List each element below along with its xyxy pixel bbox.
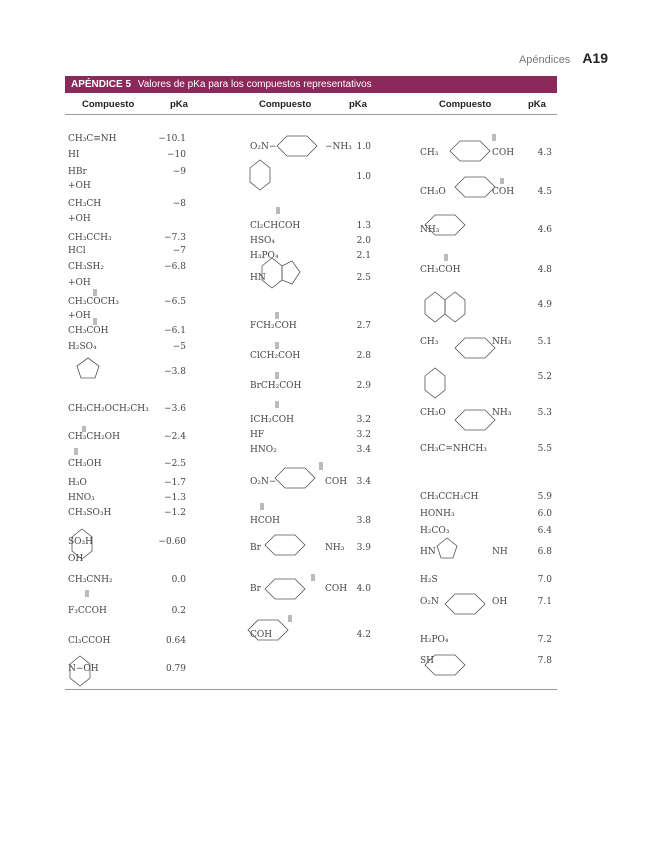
col2-compound-11: HNO₂ — [250, 445, 277, 455]
col3-pka-2: 4.6 — [537, 225, 552, 235]
col3-compound-suffix-1: COH — [492, 187, 515, 197]
col3-pka-header: pKa — [528, 99, 546, 110]
col1-pka-23: 0.0 — [171, 575, 186, 585]
piperidine-ring-icon — [250, 160, 270, 190]
col1-compound-20: CH₃SO₃H — [68, 508, 112, 518]
col3-compound-15: H₂PO₄ — [420, 635, 449, 645]
col2-pka-6: 2.7 — [356, 321, 371, 331]
col2-compound-16: COH — [250, 630, 273, 640]
col1-pka-18: −1.7 — [164, 478, 186, 488]
col2-compound-suffix-14: NH₃ — [325, 543, 345, 553]
col1-pka-16: −2.4 — [164, 432, 186, 442]
col2-compound-13: HCOH — [250, 516, 280, 526]
footer-rule — [65, 689, 557, 690]
col2-compound-7: ClCH₂COH — [250, 351, 301, 361]
col3-compound-suffix-0: COH — [492, 148, 515, 158]
col1-pka-26: 0.79 — [165, 664, 186, 674]
col1-pka-24: 0.2 — [171, 606, 186, 616]
col1-compound-1: HI — [68, 150, 80, 160]
benzene-ring-icon-c3g — [425, 655, 465, 675]
quinoline-ring-icon-b — [445, 292, 465, 322]
col1-pka-1: −10 — [167, 150, 186, 160]
pyridine-ring-icon — [70, 656, 90, 686]
col1-compound-21: SO₃H — [68, 537, 94, 547]
col2-pka-4: 2.1 — [356, 251, 371, 261]
benzene-ring-icon-c3c — [425, 215, 465, 235]
col1-pka-8: −6.8 — [164, 262, 186, 272]
col2-pka-header: pKa — [349, 99, 367, 110]
col3-pka-10: 6.0 — [537, 509, 552, 519]
col2-compound-suffix-15: COH — [325, 584, 348, 594]
benzene-ring-icon-c3a — [450, 141, 490, 161]
col3-pka-6: 5.2 — [537, 372, 552, 382]
col2-compound-suffix-12: COH — [325, 477, 348, 487]
appendix-title: Valores de pKa para los compuestos representativos — [137, 79, 372, 90]
col1-compound-25: Cl₃CCOH — [68, 636, 111, 646]
col3-pka-16: 7.8 — [537, 656, 552, 666]
col2-compound-4: H₃PO₄ — [250, 251, 279, 261]
col2-pka-13: 3.8 — [356, 516, 371, 526]
col1-pka-21: −0.60 — [158, 537, 186, 547]
col1-compound-18: H₃O — [68, 478, 87, 488]
col1-pka-17: −2.5 — [164, 459, 186, 469]
col1-compound-6: CH₃CCH₃ — [68, 233, 112, 243]
col2-pka-15: 4.0 — [356, 584, 371, 594]
col1-pka-12: −6.1 — [164, 326, 186, 336]
col2-compound-suffix-0: −NH₃ — [325, 142, 352, 152]
col3-pka-3: 4.8 — [537, 265, 552, 275]
col2-compound-8: BrCH₂COH — [250, 381, 302, 391]
col1-compound-9: +OH — [68, 278, 91, 288]
col1-pka-6: −7.3 — [164, 233, 186, 243]
col2-pka-11: 3.4 — [356, 445, 371, 455]
col2-pka-14: 3.9 — [356, 543, 371, 553]
col3-compound-suffix-12: NH — [492, 547, 508, 557]
col2-compound-15: Br — [250, 584, 261, 594]
col2-compound-9: ICH₂COH — [250, 415, 295, 425]
col1-compound-26: N−OH — [68, 664, 99, 674]
col1-pka-15: −3.6 — [164, 404, 186, 414]
quinoline-ring-icon-a — [425, 292, 445, 322]
col1-compound-3: +OH — [68, 181, 91, 191]
col1-compound-2: HBr — [68, 167, 87, 177]
col2-pka-7: 2.8 — [356, 351, 371, 361]
col3-pka-8: 5.5 — [537, 444, 552, 454]
benzene-ring-icon-c3f — [445, 594, 485, 614]
col2-pka-8: 2.9 — [356, 381, 371, 391]
col3-compound-9: CH₃CCH₂CH — [420, 492, 479, 502]
page-number: A19 — [582, 50, 608, 66]
col1-compound-16: CH₃CH₂OH — [68, 432, 120, 442]
col1-pka-20: −1.2 — [164, 508, 186, 518]
col1-compound-13: H₂SO₄ — [68, 342, 97, 352]
col1-compound-header: Compuesto — [82, 99, 135, 110]
col1-compound-11: +OH — [68, 311, 91, 321]
col3-pka-7: 5.3 — [537, 408, 552, 418]
col3-compound-13: H₂S — [420, 575, 438, 585]
col3-compound-header: Compuesto — [439, 99, 492, 110]
col2-compound-6: FCH₂COH — [250, 321, 297, 331]
col3-compound-suffix-14: OH — [492, 597, 508, 607]
col1-pka-19: −1.3 — [164, 493, 186, 503]
col1-pka-4: −8 — [172, 199, 186, 209]
imidazolium-ring-icon — [437, 538, 457, 558]
col1-pka-25: 0.64 — [165, 636, 186, 646]
col3-compound-16: SH — [420, 656, 435, 666]
col2-pka-3: 2.0 — [356, 236, 371, 246]
col1-pka-header: pKa — [170, 99, 188, 110]
col1-compound-24: F₃CCOH — [68, 606, 107, 616]
col3-pka-13: 7.0 — [537, 575, 552, 585]
col3-compound-1: CH₃O — [420, 187, 446, 197]
col1-compound-8: CH₃SH₂ — [68, 262, 104, 272]
col3-pka-15: 7.2 — [537, 635, 552, 645]
col2-pka-9: 3.2 — [356, 415, 371, 425]
benzene-ring-icon-c3d — [455, 338, 495, 358]
col3-compound-2: NH₃ — [420, 225, 440, 235]
col2-compound-header: Compuesto — [259, 99, 312, 110]
col1-compound-10: CH₃COCH₃ — [68, 297, 119, 307]
col3-compound-3: CH₃COH — [420, 265, 461, 275]
col3-compound-suffix-5: NH₃ — [492, 337, 512, 347]
col1-pka-2: −9 — [172, 167, 186, 177]
col3-compound-5: CH₃ — [420, 337, 439, 347]
col1-compound-0: CH₃C≡NH — [68, 134, 117, 144]
benzene-ring-icon-c1a — [72, 529, 92, 559]
pyrrolidine-ring-icon — [77, 358, 99, 378]
benzene-ring-icon-c2d — [265, 579, 305, 599]
col3-pka-5: 5.1 — [537, 337, 552, 347]
col3-compound-12: HN — [420, 547, 436, 557]
col2-pka-12: 3.4 — [356, 477, 371, 487]
col1-compound-23: CH₃CNH₂ — [68, 575, 113, 585]
col3-compound-0: CH₃ — [420, 148, 439, 158]
col1-compound-17: CH₃OH — [68, 459, 102, 469]
col2-pka-0: 1.0 — [356, 142, 371, 152]
section-label: Apéndices — [518, 54, 571, 66]
purine-ring-icon — [262, 258, 282, 288]
appendix-label: APÉNDICE 5 — [71, 79, 132, 90]
col1-pka-7: −7 — [172, 246, 186, 256]
col1-pka-0: −10.1 — [158, 134, 186, 144]
col1-compound-5: +OH — [68, 214, 91, 224]
col2-compound-5: HN — [250, 273, 266, 283]
col1-compound-12: CH₃COH — [68, 326, 109, 336]
col3-compound-7: CH₃O — [420, 408, 446, 418]
benzene-ring-icon-c3e — [455, 410, 495, 430]
col3-pka-4: 4.9 — [537, 300, 552, 310]
col3-compound-8: CH₃C=NHCH₃ — [420, 444, 487, 454]
col2-compound-2: Cl₂CHCOH — [250, 221, 301, 231]
col2-compound-12: O₂N− — [250, 477, 277, 487]
col3-pka-1: 4.5 — [537, 187, 552, 197]
col3-compound-suffix-7: NH₃ — [492, 408, 512, 418]
pyridinium-ring-icon — [425, 368, 445, 398]
col1-pka-13: −5 — [172, 342, 186, 352]
col2-pka-2: 1.3 — [356, 221, 371, 231]
col3-pka-0: 4.3 — [537, 148, 552, 158]
col2-pka-1: 1.0 — [356, 172, 371, 182]
col3-pka-12: 6.8 — [537, 547, 552, 557]
benzene-ring-icon-c2e — [248, 620, 288, 640]
col2-compound-14: Br — [250, 543, 261, 553]
col2-compound-3: HSO₄ — [250, 236, 276, 246]
col3-compound-11: H₂CO₃ — [420, 526, 450, 536]
col1-compound-19: HNO₃ — [68, 493, 95, 503]
col2-pka-5: 2.5 — [356, 273, 371, 283]
col2-compound-10: HF — [250, 430, 265, 440]
col1-compound-4: CH₃CH — [68, 199, 102, 209]
col3-pka-11: 6.4 — [537, 526, 552, 536]
col1-compound-7: HCl — [68, 246, 86, 256]
col1-compound-15: CH₃CH₂OCH₂CH₃ — [68, 404, 149, 414]
col1-pka-10: −6.5 — [164, 297, 186, 307]
col2-compound-0: O₂N− — [250, 142, 277, 152]
col3-pka-9: 5.9 — [537, 492, 552, 502]
benzene-ring-icon-c2b — [275, 468, 315, 488]
col2-pka-10: 3.2 — [356, 430, 371, 440]
benzene-ring-icon-c3b — [455, 177, 495, 197]
col1-compound-22: OH — [68, 554, 84, 564]
benzene-ring-icon-c2c — [265, 535, 305, 555]
imidazole-ring-icon — [282, 261, 300, 284]
col2-pka-16: 4.2 — [356, 630, 371, 640]
col3-compound-14: O₂N — [420, 597, 439, 607]
col1-pka-14: −3.8 — [164, 367, 186, 377]
col3-pka-14: 7.1 — [537, 597, 552, 607]
benzene-ring-icon-c2a — [277, 136, 317, 156]
col3-compound-10: HONH₃ — [420, 509, 455, 519]
